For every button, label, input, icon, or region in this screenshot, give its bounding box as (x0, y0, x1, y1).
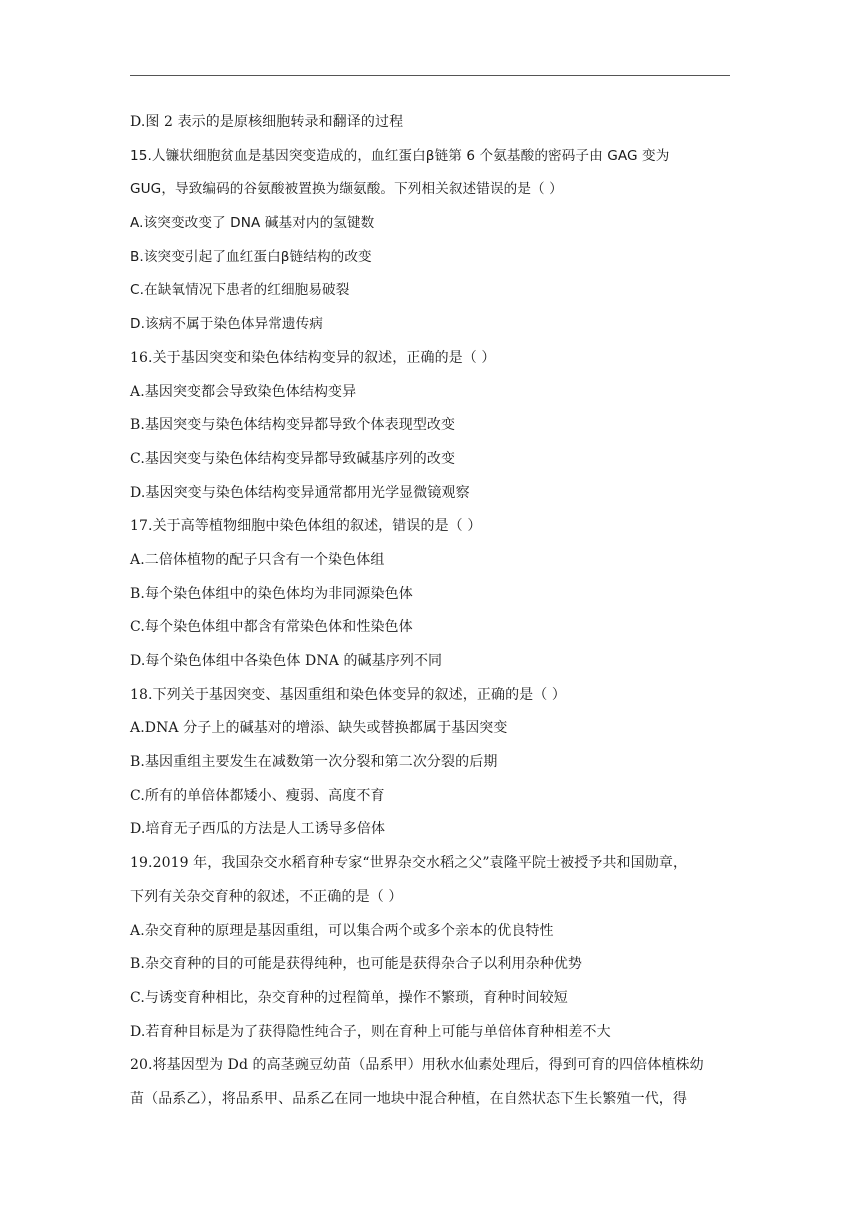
text-line: A.基因突变都会导致染色体结构变异 (130, 383, 357, 400)
text-line: B.每个染色体组中的染色体均为非同源染色体 (130, 585, 413, 602)
text-line: C.在缺氧情况下患者的红细胞易破裂 (130, 282, 350, 299)
text-line: B.杂交育种的目的可能是获得纯种，也可能是获得杂合子以利用杂种优势 (130, 956, 583, 973)
text-line: 下列有关杂交育种的叙述，不正确的是（ ） (130, 888, 403, 905)
text-line: 苗（品系乙），将品系甲、品系乙在同一地块中混合种植，在自然状态下生长繁殖一代，得 (130, 1090, 687, 1107)
header-rule (130, 75, 730, 76)
text-line: 15.人镰状细胞贫血是基因突变造成的，血红蛋白β链第 6 个氨基酸的密码子由 GAG 变为 (130, 147, 670, 164)
text-line: GUG，导致编码的谷氨酸被置换为缬氨酸。下列相关叙述错误的是（ ） (130, 181, 563, 198)
text-line: 20.将基因型为 Dd 的高茎豌豆幼苗（品系甲）用秋水仙素处理后，得到可育的四倍体植株幼 (130, 1057, 704, 1074)
text-line: D.若育种目标是为了获得隐性纯合子，则在育种上可能与单倍体育种相差不大 (130, 1023, 611, 1040)
text-line: D.培育无子西瓜的方法是人工诱导多倍体 (130, 821, 386, 838)
text-line: 16.关于基因突变和染色体结构变异的叙述，正确的是（ ） (130, 349, 496, 366)
text-line: D.每个染色体组中各染色体 DNA 的碱基序列不同 (130, 653, 443, 669)
text-line: 17.关于高等植物细胞中染色体组的叙述，错误的是（ ） (130, 518, 482, 535)
document-body (130, 108, 730, 1119)
text-line: B.基因突变与染色体结构变异都导致个体表现型改变 (130, 417, 456, 434)
text-line: C.每个染色体组中都含有常染色体和性染色体 (130, 619, 413, 636)
text-line: 19.2019 年，我国杂交水稻育种专家“世界杂交水稻之父”袁隆平院士被授予共和国勋章， (130, 855, 688, 872)
text-line: A.该突变改变了 DNA 碱基对内的氢键数 (130, 215, 375, 232)
text-line: A.杂交育种的原理是基因重组，可以集合两个或多个亲本的优良特性 (130, 922, 554, 939)
text-line: C.所有的单倍体都矮小、瘦弱、高度不育 (130, 787, 385, 804)
text-line: D.该病不属于染色体异常遗传病 (130, 316, 324, 333)
text-line: B.该突变引起了血红蛋白β链结构的改变 (130, 248, 372, 265)
text-line: 18.下列关于基因突变、基因重组和染色体变异的叙述，正确的是（ ） (130, 686, 567, 703)
text-line: C.与诱变育种相比，杂交育种的过程简单，操作不繁琐，育种时间较短 (130, 989, 568, 1006)
text-line: D.基因突变与染色体结构变异通常都用光学显微镜观察 (130, 484, 470, 501)
text-line: B.基因重组主要发生在减数第一次分裂和第二次分裂的后期 (130, 754, 498, 771)
text-line: C.基因突变与染色体结构变异都导致碱基序列的改变 (130, 450, 456, 467)
text-line: A.DNA 分子上的碱基对的增添、缺失或替换都属于基因突变 (130, 720, 508, 737)
text-line: A.二倍体植物的配子只含有一个染色体组 (130, 551, 385, 568)
text-line: D.图 2 表示的是原核细胞转录和翻译的过程 (130, 114, 404, 130)
